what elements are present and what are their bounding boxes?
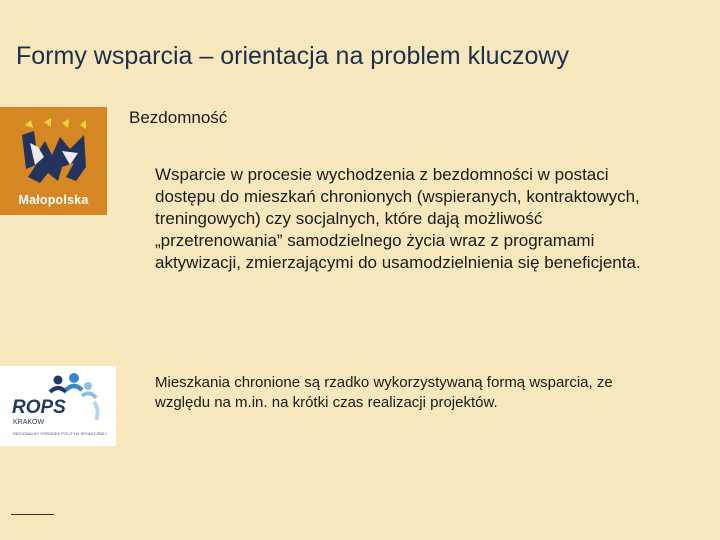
slide-title: Formy wsparcia – orientacja na problem kluczowy [16, 42, 569, 70]
paragraph-note: Mieszkania chronione są rzadko wykorzystywaną formą wsparcia, ze względu na m.in. na krótki czas realizacji projektów. [155, 374, 613, 411]
rops-logo [0, 366, 116, 446]
rops-logo-subtext: KRAKÓW [13, 419, 45, 426]
footer-divider [11, 514, 54, 515]
paragraph-main: Wsparcie w procesie wychodzenia z bezdomności w postaci dostępu do mieszkań chronionych (wspieranych, kontraktowych, treningowych) czy socjalnych, które dają możliwość „przetrenowania” samodzielnego życia wraz z programami aktywizacji, zmierzającymi do usamodzielnienia się beneficjenta. [155, 165, 641, 272]
rops-logo-text: ROPS [12, 397, 66, 418]
malopolska-logo [0, 107, 107, 215]
malopolska-logo-text: Małopolska [18, 193, 89, 207]
rops-logo-small-line: REGIONALNY OŚRODEK POLITYKI SPOŁECZNEJ [13, 431, 107, 436]
section-heading: Bezdomność [129, 108, 228, 127]
